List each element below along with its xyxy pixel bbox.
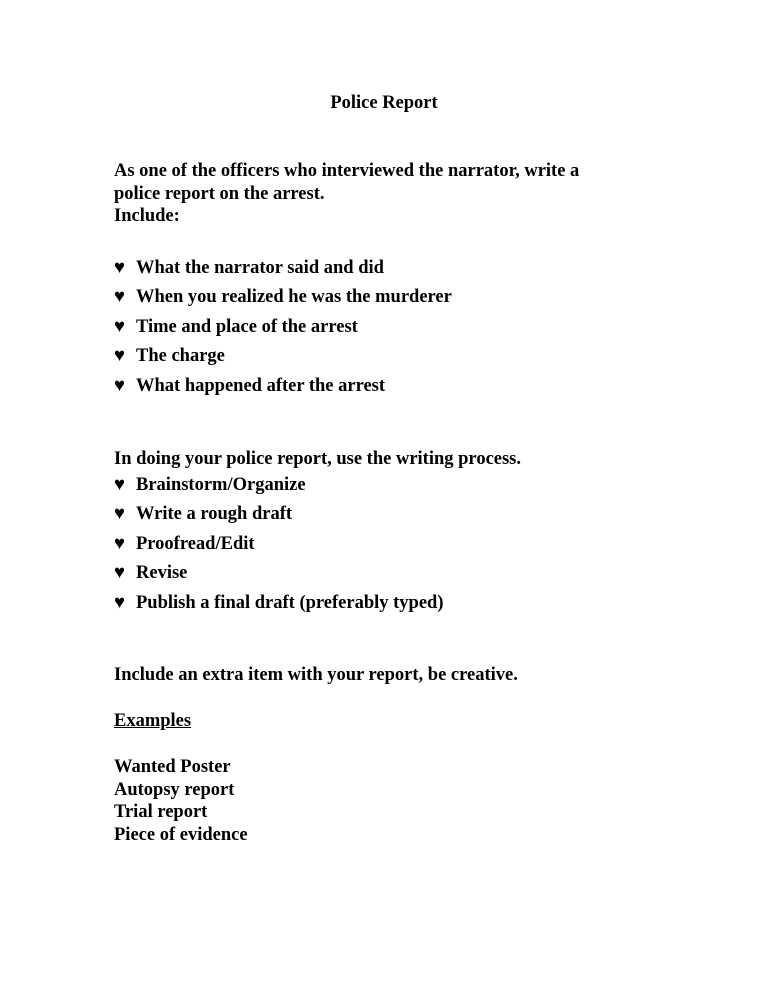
example-item: Trial report [114, 802, 208, 823]
heart-bullet-icon: ♥ [114, 475, 125, 495]
include-list [114, 254, 674, 401]
list-item [114, 589, 674, 618]
intro-paragraph [114, 160, 674, 228]
extra-item-paragraph [114, 664, 674, 687]
list-item [114, 500, 674, 529]
example-item: Piece of evidence [114, 825, 248, 846]
heart-bullet-icon: ♥ [114, 533, 125, 554]
list-item-text: The charge [136, 346, 225, 367]
examples-heading-block [114, 710, 674, 733]
examples-list [114, 756, 674, 847]
list-item-text: Revise [136, 563, 188, 584]
intro-line: As one of the officers who interviewed the narrator, write a [114, 161, 580, 181]
list-item-text: Write a rough draft [136, 504, 293, 525]
list-item-text: Proofread/Edit [136, 533, 255, 554]
list-item-text: Publish a final draft (preferably typed) [136, 592, 444, 613]
page-title: Police Report [330, 93, 438, 113]
list-item [114, 342, 674, 371]
list-item [114, 471, 674, 500]
heart-bullet-icon: ♥ [114, 563, 125, 584]
list-item-text: What happened after the arrest [136, 375, 386, 396]
example-item: Autopsy report [114, 779, 235, 800]
intro-line: Include: [114, 206, 180, 227]
heart-bullet-icon: ♥ [114, 258, 125, 278]
intro-line: police report on the arrest. [114, 183, 325, 204]
list-item-text: Brainstorm/Organize [136, 475, 306, 495]
list-item [114, 313, 674, 342]
list-item-text: What the narrator said and did [136, 258, 384, 278]
heart-bullet-icon: ♥ [114, 375, 125, 396]
list-item [114, 530, 674, 559]
heart-bullet-icon: ♥ [114, 592, 125, 613]
process-section [114, 448, 674, 471]
heart-bullet-icon: ♥ [114, 504, 125, 525]
heart-bullet-icon: ♥ [114, 287, 125, 308]
extra-item-line: Include an extra item with your report, be creative. [114, 665, 518, 685]
list-item [114, 254, 674, 283]
list-item-text: Time and place of the arrest [136, 316, 358, 337]
examples-heading: Examples [114, 711, 192, 731]
heart-bullet-icon: ♥ [114, 316, 125, 337]
list-item-text: When you realized he was the murderer [136, 287, 452, 308]
process-list [114, 471, 674, 618]
list-item [114, 559, 674, 588]
example-item: Wanted Poster [114, 757, 231, 777]
heart-bullet-icon: ♥ [114, 346, 125, 367]
list-item [114, 283, 674, 312]
list-item [114, 372, 674, 401]
process-heading: In doing your police report, use the writing process. [114, 449, 522, 469]
